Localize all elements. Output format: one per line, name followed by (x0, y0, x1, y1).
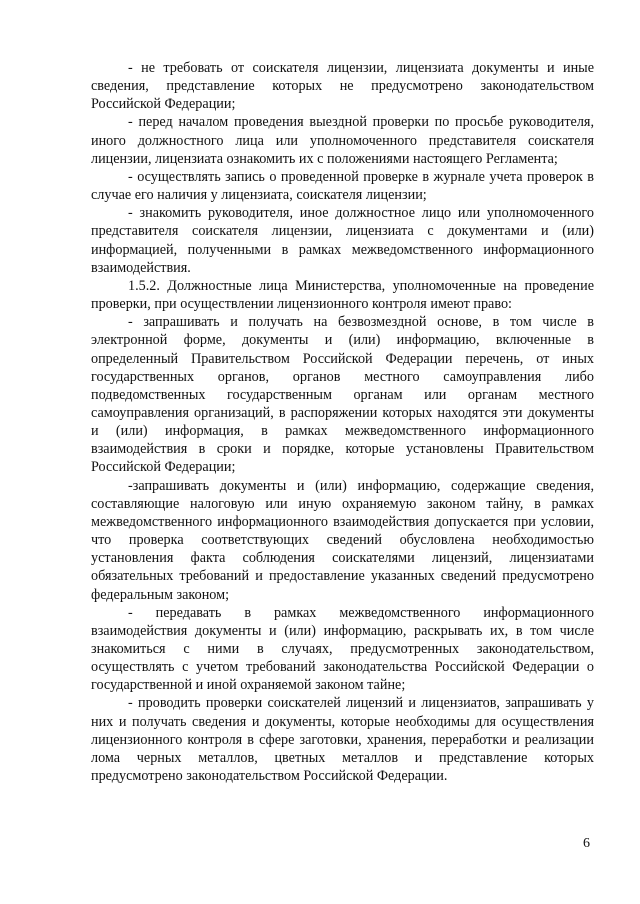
document-body (91, 59, 594, 785)
paragraph-inspection-log-entry: - осуществлять запись о проведенной проверке в журнале учета проверок в случае его наличия у лицензиата, соискателя лицензии; (91, 168, 594, 204)
page-number: 6 (583, 836, 590, 851)
paragraph-no-extra-documents: - не требовать от соискателя лицензии, лицензиата документы и иные сведения, представление которых не предусмотрено законодательством Российской Федерации; (91, 60, 594, 113)
paragraph-transfer-documents: - передавать в рамках межведомственного информационного взаимодействия документы и (или) информацию, раскрывать их, в том числе знакомиться с ними в случаях, предусмотренных законодательством, осуществлять с учетом требований законодательства Российской Федерации о государственной и иной охраняемой законом тайне; (91, 604, 594, 694)
paragraph-section-1-5-2: 1.5.2. Должностные лица Министерства, уполномоченные на проведение проверки, при осуществлении лицензионного контроля имеют право: (91, 277, 594, 313)
paragraph-request-documents: - запрашивать и получать на безвозмездной основе, в том числе в электронной форме, документы и (или) информацию, включенные в определенный Правительством Российской Федерации перечень, от иных государственных органов, органов местного самоуправления либо подведомственных государственным органам или органам местного самоуправления организаций, в распоряжении которых находятся эти документы и (или) информация, в рамках межведомственного информационного взаимодействия в сроки и порядке, которые установлены Правительством Российской Федерации; (91, 314, 594, 476)
paragraph-conduct-inspections: - проводить проверки соискателей лицензий и лицензиатов, запрашивать у них и получать сведения и документы, которые необходимы для осуществления лицензионного контроля в сфере заготовки, хранения, переработки и реализации лома черных металлов, цветных металлов и представление которых предусмотрено законодательством Российской Федерации. (91, 695, 594, 785)
paragraph-share-interagency-info: - знакомить руководителя, иное должностное лицо или уполномоченного представителя соискателя лицензии, лицензиата с документами и (или) информацией, полученными в рамках межведомственного информационного взаимодействия. (91, 205, 594, 276)
paragraph-request-secret-info: -запрашивать документы и (или) информацию, содержащие сведения, составляющие налоговую или иную охраняемую законом тайну, в рамках межведомственного информационного взаимодействия допускается при условии, что проверка соответствующих сведений обусловлена необходимостью установления факта соблюдения соискателями лицензий, лицензиатами обязательных требований и предоставление указанных сведений предусмотрено федеральным законом; (91, 477, 594, 603)
paragraph-familiarize-regulation: - перед началом проведения выездной проверки по просьбе руководителя, иного должностного лица или уполномоченного представителя соискателя лицензии, лицензиата ознакомить их с положениями настоящего Регламента; (91, 114, 594, 167)
